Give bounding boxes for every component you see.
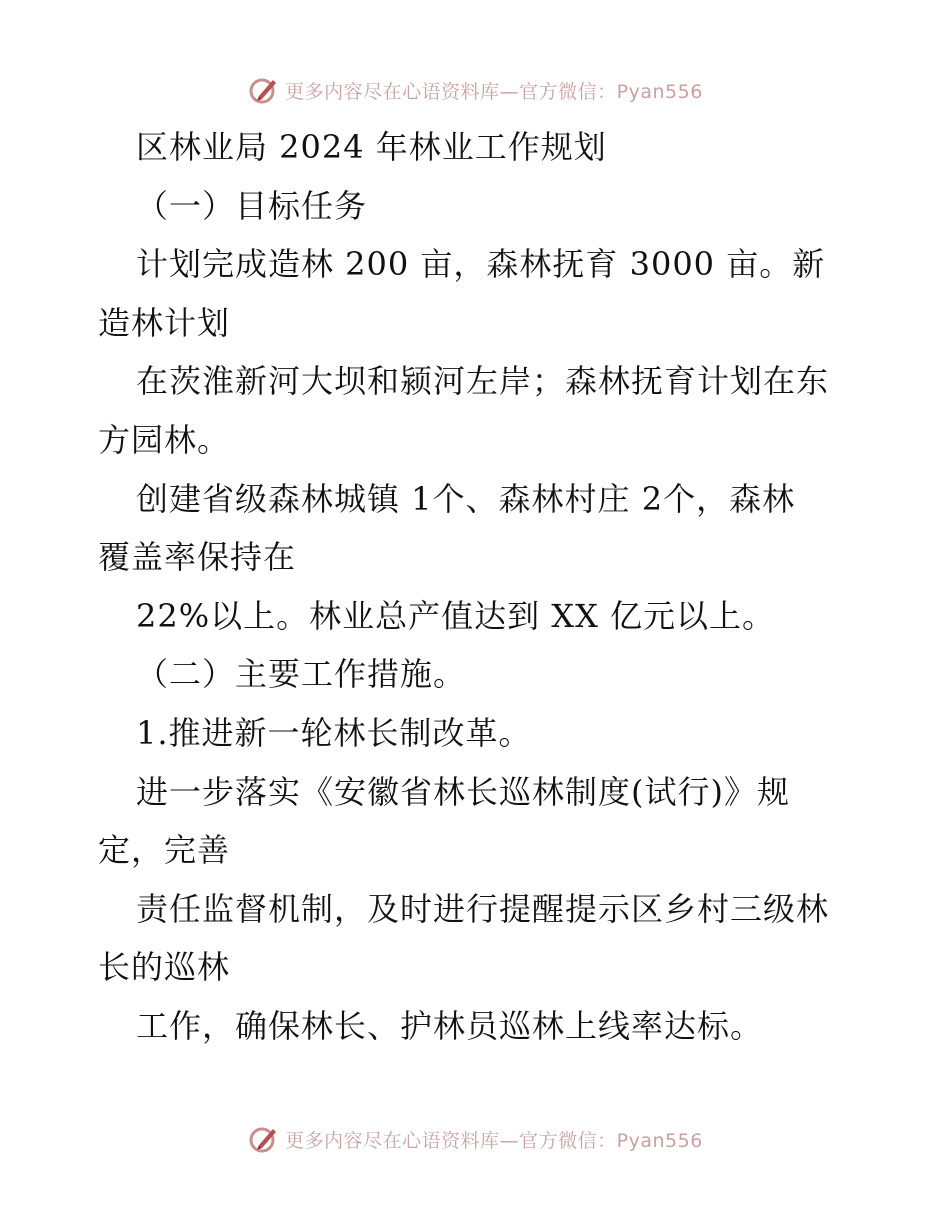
pen-nib-logo-icon <box>247 1123 279 1155</box>
document-title: 区林业局 2024 年林业工作规划 <box>136 128 607 166</box>
header-watermark <box>0 70 950 110</box>
paragraph-line: 覆盖率保持在 <box>98 538 297 577</box>
section-heading-targets: （一）目标任务 <box>136 186 368 225</box>
watermark-text: 更多内容尽在心语资料库—官方微信：Pyan556 <box>285 1129 703 1152</box>
section-heading-measures: （二）主要工作措施。 <box>136 655 467 694</box>
paragraph-line: 责任监督机制，及时进行提醒提示区乡村三级林 <box>136 889 830 928</box>
footer-watermark <box>0 1119 950 1159</box>
watermark-text: 更多内容尽在心语资料库—官方微信：Pyan556 <box>285 80 703 103</box>
paragraph-line: 工作，确保林长、护林员巡林上线率达标。 <box>136 1006 764 1045</box>
paragraph-line: 方园林。 <box>98 420 231 459</box>
paragraph-line: 计划完成造林 200 亩，森林抚育 3000 亩。新 <box>136 245 826 284</box>
document-body <box>98 118 858 1056</box>
paragraph-line: 创建省级森林城镇 1个、森林村庄 2个，森林 <box>136 479 796 518</box>
paragraph-line: 进一步落实《安徽省林长巡林制度(试行)》规 <box>136 772 790 811</box>
pen-nib-logo-icon <box>247 74 279 106</box>
paragraph-line: 定，完善 <box>98 831 231 870</box>
paragraph-line: 22%以上。林业总产值达到 XX 亿元以上。 <box>136 596 776 635</box>
paragraph-line: 在茨淮新河大坝和颍河左岸；森林抚育计划在东 <box>136 362 830 401</box>
paragraph-line: 造林计划 <box>98 303 231 342</box>
paragraph-line: 长的巡林 <box>98 948 231 987</box>
subsection-heading: 1.推进新一轮林长制改革。 <box>136 713 532 752</box>
